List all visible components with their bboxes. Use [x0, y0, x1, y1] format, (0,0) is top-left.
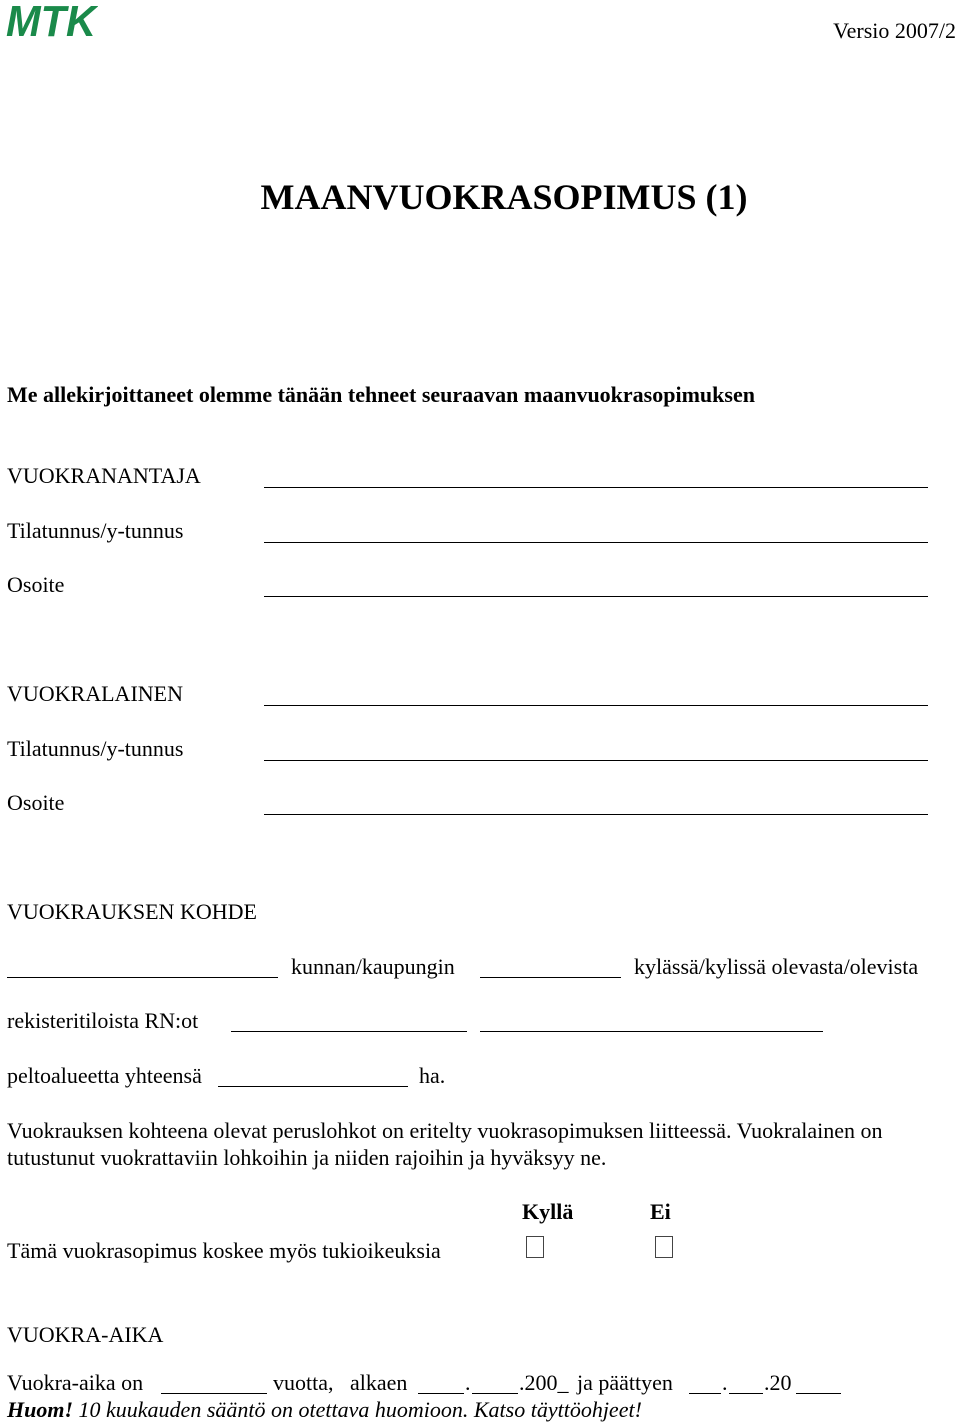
end-month-field[interactable]	[729, 1393, 763, 1394]
village-field[interactable]	[480, 977, 621, 978]
tenant-heading: VUOKRALAINEN	[7, 681, 183, 706]
start-text: alkaen	[350, 1370, 408, 1395]
years-text: vuotta,	[273, 1370, 334, 1395]
tenant-address-field[interactable]	[264, 814, 928, 815]
lease-term-heading: VUOKRA-AIKA	[7, 1322, 164, 1347]
register-field-2[interactable]	[480, 1031, 823, 1032]
note-text: 10 kuukauden sääntö on otettava huomioon. Katso täyttöohjeet!	[78, 1397, 642, 1422]
tenant-address-label: Osoite	[7, 790, 65, 815]
landlord-address-field[interactable]	[264, 596, 928, 597]
property-heading: VUOKRAUKSEN KOHDE	[7, 899, 257, 924]
support-rights-question: Tämä vuokrasopimus koskee myös tukioikeuksia	[7, 1238, 441, 1263]
ha-unit: ha.	[419, 1063, 446, 1088]
note	[7, 1397, 642, 1423]
landlord-address-label: Osoite	[7, 572, 65, 597]
register-field-1[interactable]	[231, 1031, 467, 1032]
tenant-name-field[interactable]	[264, 705, 928, 706]
landlord-heading: VUOKRANANTAJA	[7, 463, 201, 488]
start-day-field[interactable]	[418, 1393, 464, 1394]
landlord-name-field[interactable]	[264, 487, 928, 488]
yes-heading: Kyllä	[522, 1199, 574, 1224]
start-year: .200_	[519, 1370, 569, 1395]
mtk-logo	[6, 2, 98, 45]
tenant-id-label: Tilatunnus/y-tunnus	[7, 736, 184, 761]
document-title: MAANVUOKRASOPIMUS (1)	[260, 177, 748, 217]
end-dot: .	[722, 1370, 728, 1395]
no-checkbox[interactable]	[655, 1236, 673, 1258]
village-text: kylässä/kylissä olevasta/olevista	[634, 954, 919, 979]
landlord-id-label: Tilatunnus/y-tunnus	[7, 518, 184, 543]
logo-lettering: MTK	[6, 2, 98, 40]
start-dot: .	[465, 1370, 471, 1395]
register-text: rekisteritiloista RN:ot	[7, 1008, 199, 1033]
municipality-text: kunnan/kaupungin	[291, 954, 455, 979]
field-area-input[interactable]	[218, 1086, 408, 1087]
end-year: .20	[764, 1370, 792, 1395]
landlord-id-field[interactable]	[264, 542, 928, 543]
property-description: Vuokrauksen kohteena olevat peruslohkot on eritelty vuokrasopimuksen liitteessä. Vuokralainen on tutustunut vuokrattaviin lohkoihin ja niiden rajoihin ja hyväksyy ne.	[7, 1118, 883, 1170]
no-heading: Ei	[650, 1199, 671, 1224]
yes-checkbox[interactable]	[526, 1236, 544, 1258]
note-bold: Huom!	[7, 1397, 74, 1422]
version-label: Versio 2007/2	[833, 18, 956, 43]
end-day-field[interactable]	[689, 1393, 721, 1394]
tenant-id-field[interactable]	[264, 760, 928, 761]
years-field[interactable]	[161, 1393, 267, 1394]
municipality-field[interactable]	[7, 977, 278, 978]
field-area-text: peltoalueetta yhteensä	[7, 1063, 202, 1088]
end-text: ja päättyen	[577, 1370, 673, 1395]
term-prefix: Vuokra-aika on	[7, 1370, 144, 1395]
start-month-field[interactable]	[472, 1393, 518, 1394]
intro-text: Me allekirjoittaneet olemme tänään tehneet seuraavan maanvuokrasopimuksen	[7, 382, 755, 407]
end-year-field[interactable]	[796, 1393, 841, 1394]
